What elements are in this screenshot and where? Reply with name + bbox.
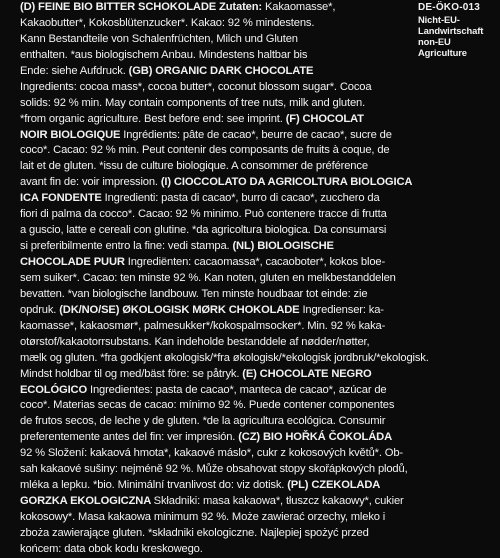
ingredients-line bbox=[20, 159, 416, 175]
ingredients-text: Składniki: masa kakaowa*, tłuszcz kakaowy*, cukier bbox=[153, 495, 404, 508]
ingredients-text: mælk og gluten. *fra godkjent økologisk/*fra økologisk/*ekologisk jordbruk/*ekologisk. bbox=[20, 351, 429, 364]
ingredients-line bbox=[20, 255, 416, 271]
ingredients-text: kokosowy*. Masa kakaowa minimum 92 %. Może zawierać orzechy, mleko i bbox=[20, 511, 386, 523]
ingredients-line bbox=[20, 64, 416, 80]
language-heading: (I) CIOCCOLATO DA AGRICOLTURA BIOLOGICA bbox=[160, 176, 413, 189]
ingredients-line bbox=[20, 542, 416, 558]
organic-certification-block bbox=[418, 2, 498, 58]
ingredients-line bbox=[20, 367, 416, 383]
ingredients-text: otørstof/kakaotorrsubstans. Kan indeholde bestanddele af nødder/nøtter, bbox=[20, 335, 370, 348]
ingredients-line bbox=[20, 351, 429, 367]
ingredients-line bbox=[20, 48, 416, 64]
ingredients-line bbox=[20, 96, 416, 112]
ingredients-line bbox=[20, 494, 416, 510]
ingredients-text: Ingredientes: pasta de cacao*, manteca de cacao*, azúcar de bbox=[89, 383, 387, 396]
ingredients-text: końcem: data obok kodu kreskowego. bbox=[20, 542, 203, 555]
ingredients-text: Ingredients: cocoa mass*, cocoa butter*, coconut blossom sugar*. Cocoa bbox=[20, 80, 372, 93]
ingredients-line bbox=[20, 510, 416, 526]
ingredients-line bbox=[20, 32, 416, 48]
ingredients-line bbox=[20, 80, 416, 96]
ingredients-text: fiori di palma da cocco*. Cacao: 92 % minimo. Può contenere tracce di frutta bbox=[20, 208, 387, 221]
ingredients-line bbox=[20, 223, 416, 239]
ingredients-line bbox=[20, 207, 416, 223]
ingredients-text: de frutos secos, de leche y de gluten. *de la agricultura ecológica. Consumir bbox=[20, 415, 386, 428]
ingredients-text: preferentemente antes del fin: ver impresión. bbox=[20, 431, 239, 444]
ingredients-line bbox=[20, 143, 416, 159]
ingredients-text: Kann Bestandteile von Schalenfrüchten, Milch und Gluten bbox=[20, 32, 298, 45]
language-heading: (PL) CZEKOLADA bbox=[287, 479, 381, 492]
ingredients-text: sah kakaové sušiny: nejméně 92 %. Může obsahovat stopy skořápkových plodů, bbox=[20, 463, 408, 476]
certification-line: Landwirtschaft bbox=[418, 25, 484, 36]
ingredients-text: lait et de gluten. *issu de culture biologique. A consommer de préférence bbox=[20, 160, 368, 173]
ingredients-text: kaomasse*, kakaosmør*, palmesukker*/kokospalmsocker*. Min. 92 % kaka- bbox=[20, 319, 386, 332]
ingredients-text: Kakaobutter*, Kokosblütenzucker*. Kakao: 92 % mindestens. bbox=[20, 16, 315, 29]
language-heading: (CZ) BIO HOŘKÁ ČOKOLÁDA bbox=[238, 431, 393, 444]
ingredients-text: solids: 92 % min. May contain components of tree nuts, milk and gluten. bbox=[20, 96, 366, 109]
language-heading: (NL) BIOLOGISCHE bbox=[232, 240, 334, 253]
ingredients-text: opdruk. bbox=[20, 303, 60, 316]
ingredients-line bbox=[20, 526, 416, 542]
ingredients-text: enthalten. *aus biologischem Anbau. Mindestens haltbar bis bbox=[20, 48, 308, 61]
ingredients-text: Mindst holdbar til og med/bäst före: se påtryk. bbox=[20, 367, 243, 380]
ingredients-text: sem suiker*. Cacao: ten minste 92 %. Kan noten, gluten en melkbestanddelen bbox=[20, 271, 396, 284]
ingredients-line bbox=[20, 383, 416, 399]
language-heading: (DK/NO/SE) ØKOLOGISK MØRK CHOKOLADE bbox=[59, 303, 303, 316]
ingredients-text: mléka a lepku. *bio. Minimální trvanlivost do: viz dotisk. bbox=[20, 479, 288, 492]
ingredients-text: si preferibilmente entro la fine: vedi stampa. bbox=[20, 240, 233, 253]
certification-line: non-EU bbox=[418, 36, 451, 47]
ingredients-line bbox=[20, 0, 416, 16]
ingredients-line bbox=[20, 478, 416, 494]
language-heading: (F) CHOCOLAT bbox=[285, 112, 364, 125]
ingredients-text: Ingrediënten: cacaomassa*, cacaoboter*, kokos bloe- bbox=[127, 256, 386, 268]
language-heading: NOIR BIOLOGIQUE bbox=[20, 128, 124, 141]
ingredients-line bbox=[20, 462, 416, 478]
ingredients-line bbox=[20, 16, 416, 32]
ingredients-text: bevatten. *van biologische landbouw. Ten minste houdbaar tot einde: zie bbox=[20, 287, 368, 300]
ingredients-line bbox=[20, 319, 416, 335]
ingredients-text: coco*. Cacao: 92 % min. Peut contenir des composants de fruits à coque, de bbox=[20, 144, 390, 157]
ingredients-line bbox=[20, 430, 416, 446]
ingredients-line bbox=[20, 335, 416, 351]
ingredients-text: avant fin de: voir impression. bbox=[20, 176, 161, 189]
ingredients-line bbox=[20, 414, 416, 430]
ingredients-text: 92 % Složení: kakaová hmota*, kakaové máslo*, cukr z kokosových květů*. Ob- bbox=[20, 447, 403, 460]
ingredients-text: *from organic agriculture. Best before end: see imprint. bbox=[20, 112, 286, 125]
certification-line: Nicht-EU- bbox=[418, 14, 460, 25]
certification-code: DE-ÖKO-013 bbox=[418, 2, 481, 13]
ingredients-text: Ingredienser: ka- bbox=[302, 303, 384, 316]
certification-line: Agriculture bbox=[418, 47, 467, 58]
language-heading: ICA FONDENTE bbox=[20, 192, 105, 205]
ingredients-line bbox=[20, 287, 416, 303]
language-heading: CHOCOLADE PUUR bbox=[20, 256, 128, 268]
ingredients-line bbox=[20, 271, 416, 287]
ingredients-text: coco*. Materias secas de cacao: mínimo 92 %. Puede contener componentes bbox=[20, 399, 395, 412]
ingredients-line bbox=[20, 239, 416, 255]
ingredients-text: a guscio, latte e cereali con glutine. *da agricoltura biologica. Da consumarsi bbox=[20, 224, 387, 237]
ingredients-text: zboża zawierające gluten. *składniki ekologiczne. Najlepiej spożyć przed bbox=[20, 526, 369, 539]
ingredients-text: Ingredienti: pasta di cacao*, burro di cacao*, zucchero da bbox=[104, 192, 380, 205]
ingredients-line bbox=[20, 191, 416, 207]
ingredients-line bbox=[20, 303, 416, 319]
ingredients-line bbox=[20, 398, 416, 414]
ingredients-text: Kakaomasse*, bbox=[264, 1, 336, 13]
language-heading: GORZKA EKOLOGICZNA bbox=[20, 495, 154, 508]
ingredients-text-block bbox=[20, 0, 429, 558]
language-heading: (E) CHOCOLATE NEGRO bbox=[242, 367, 372, 380]
ingredients-line bbox=[20, 175, 416, 191]
language-heading: ECOLÓGICO bbox=[20, 383, 90, 396]
language-heading: (GB) ORGANIC DARK CHOCOLATE bbox=[128, 64, 314, 77]
language-heading: (D) FEINE BIO BITTER SCHOKOLADE Zutaten: bbox=[20, 1, 265, 13]
ingredients-text: Ende: siehe Aufdruck. bbox=[20, 64, 129, 77]
ingredients-line bbox=[20, 112, 416, 128]
ingredients-text: Ingrédients: pâte de cacao*, beurre de cacao*, sucre de bbox=[123, 128, 392, 141]
ingredients-line bbox=[20, 446, 416, 462]
ingredients-line bbox=[20, 128, 416, 144]
